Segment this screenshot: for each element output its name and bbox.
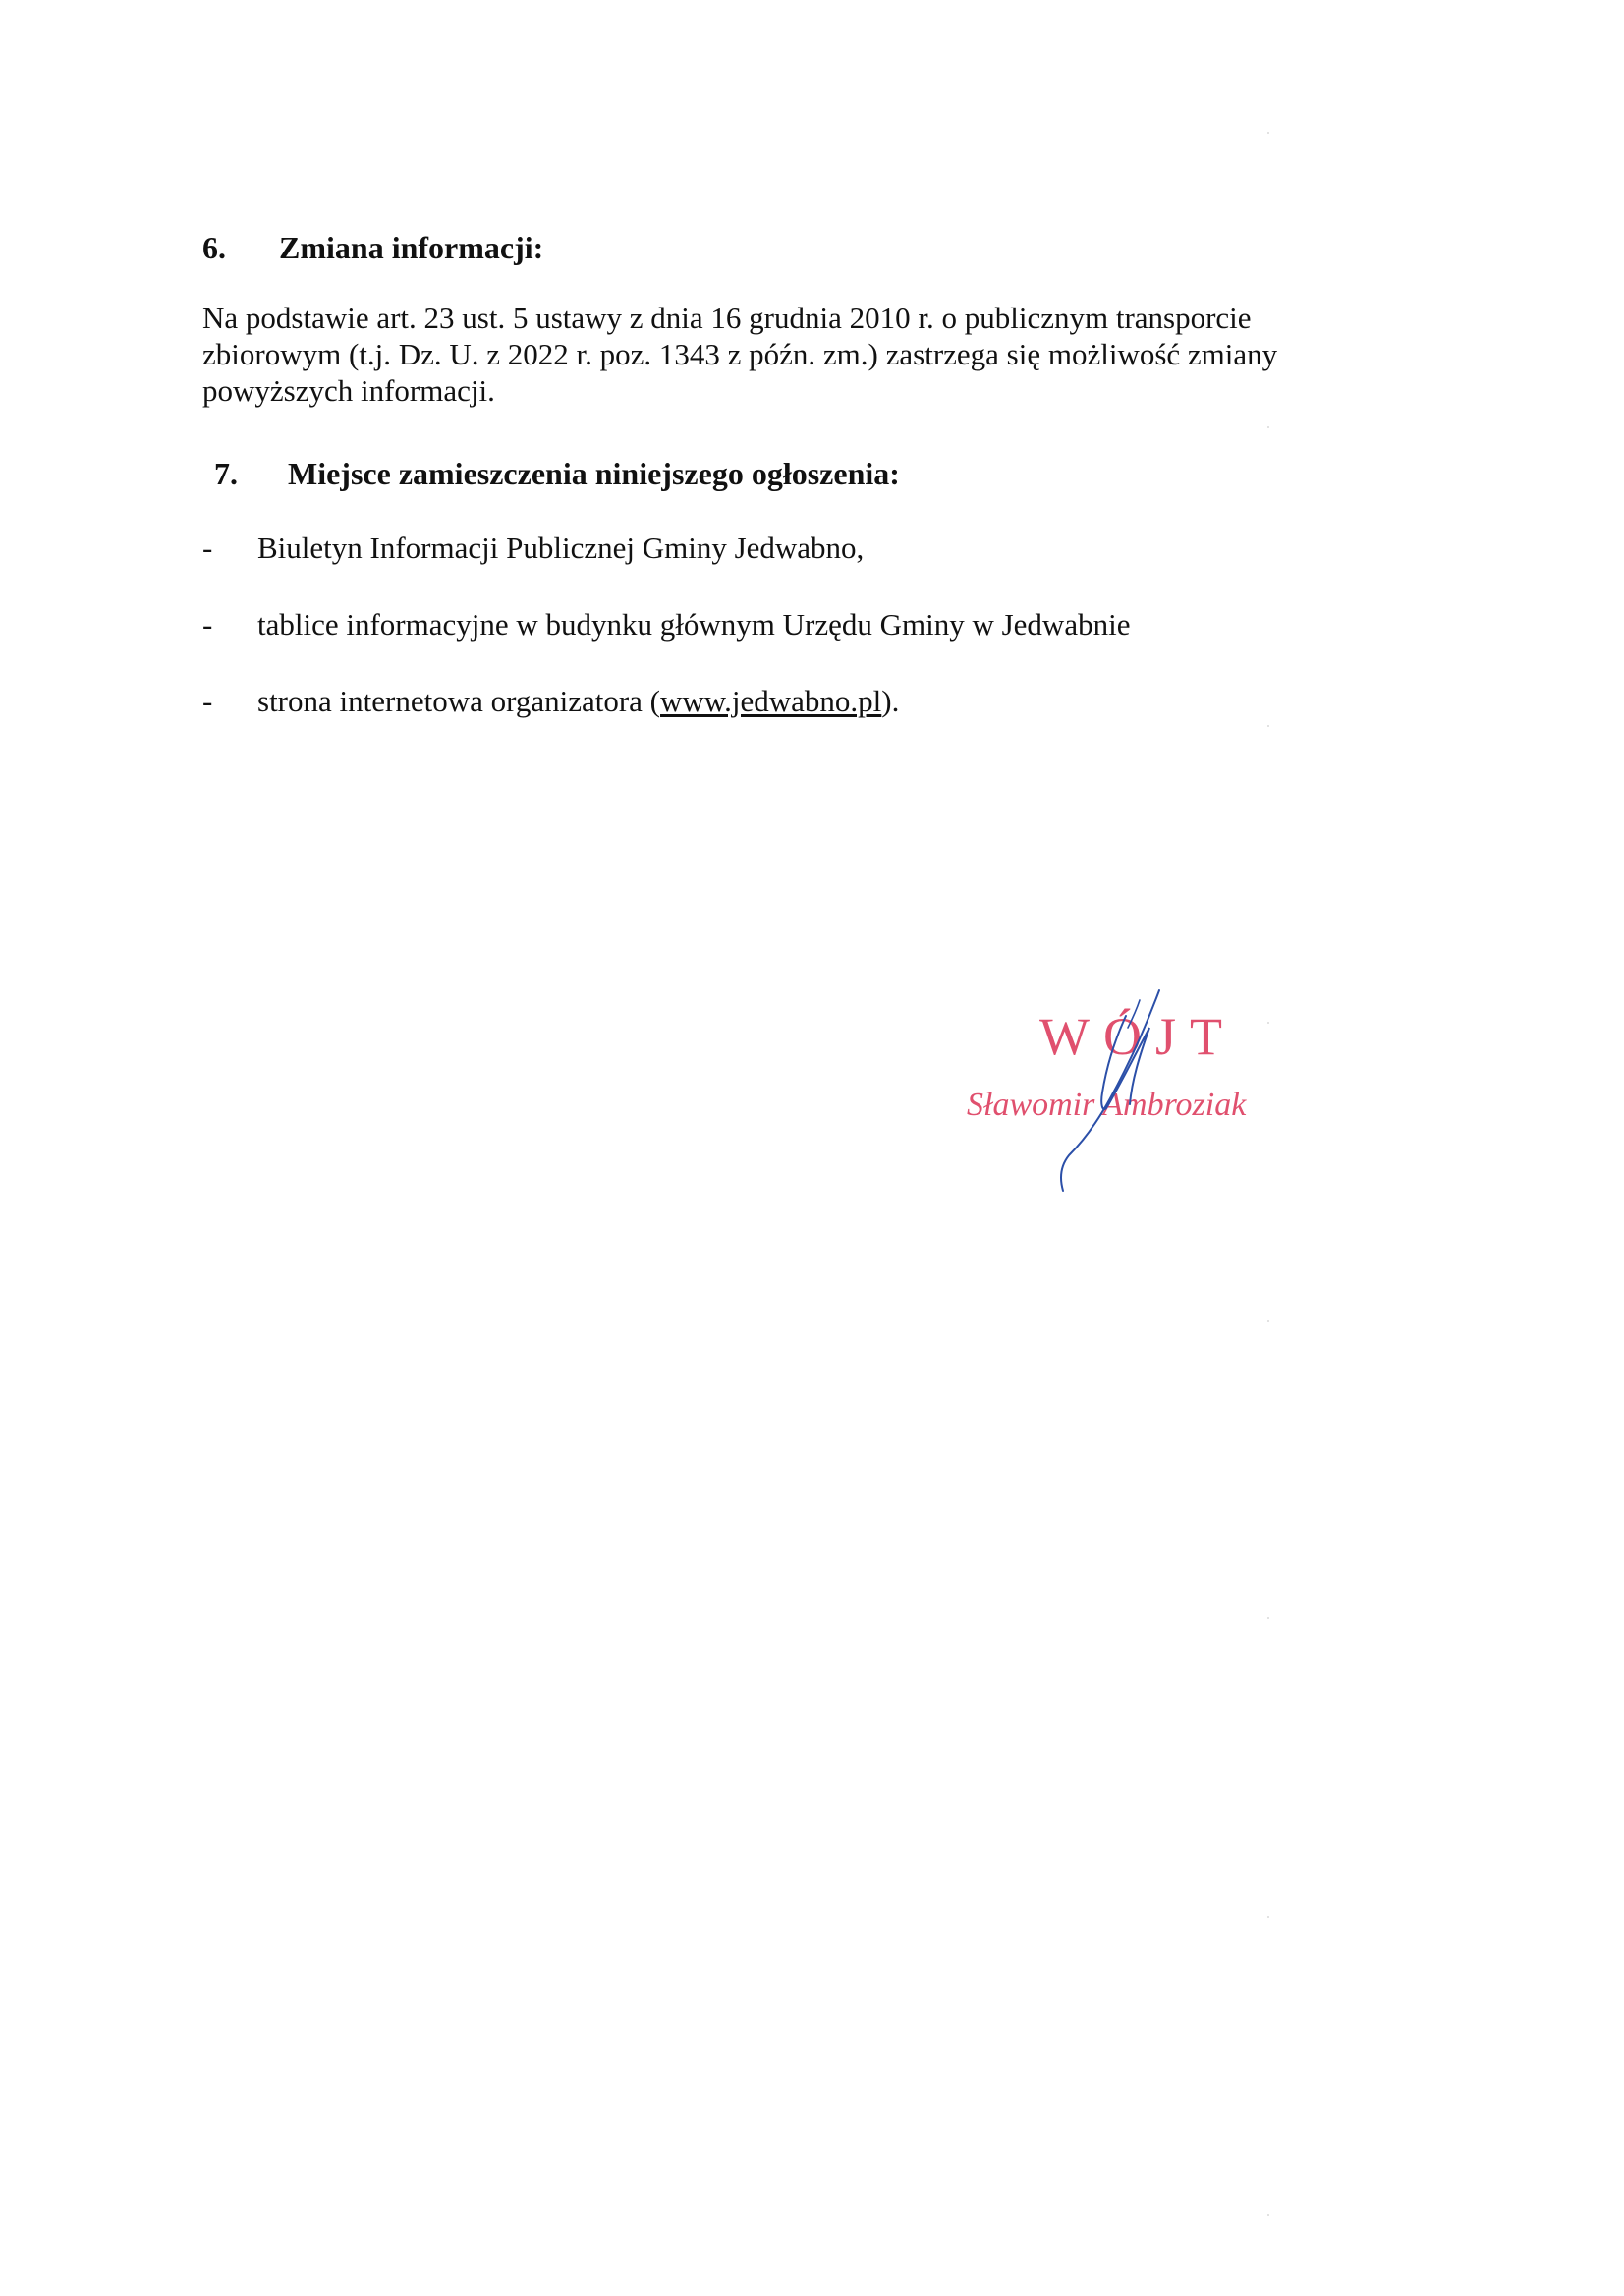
list-item-text xyxy=(257,684,899,719)
signature-icon xyxy=(1041,982,1199,1199)
list-item xyxy=(202,531,1381,570)
list-item-suffix: ). xyxy=(881,684,900,718)
paragraph-line: powyższych informacji. xyxy=(202,373,495,408)
list-item xyxy=(202,684,1381,723)
website-link[interactable]: www.jedwabno.pl xyxy=(660,684,882,718)
stamp-title: WÓJT xyxy=(1039,1007,1236,1066)
section-7-number: 7. xyxy=(214,456,238,491)
scan-speck xyxy=(1267,132,1269,134)
list-dash: - xyxy=(202,607,213,642)
paragraph-line: zbiorowym (t.j. Dz. U. z 2022 r. poz. 1343 z późn. zm.) zastrzega się możliwość zmiany xyxy=(202,337,1278,371)
list-dash: - xyxy=(202,531,213,565)
scan-speck xyxy=(1267,1617,1269,1619)
section-7-heading xyxy=(214,456,900,491)
scan-speck xyxy=(1267,1022,1269,1024)
paragraph-line: Na podstawie art. 23 ust. 5 ustawy z dnia 16 grudnia 2010 r. o publicznym transporcie xyxy=(202,301,1252,335)
section-6-title: Zmiana informacji: xyxy=(279,230,544,265)
section-6-paragraph xyxy=(202,300,1277,409)
section-6-number: 6. xyxy=(202,230,226,265)
list-item-text: tablice informacyjne w budynku głównym Urzędu Gminy w Jedwabnie xyxy=(257,607,1131,642)
stamp-name: Sławomir Ambroziak xyxy=(967,1087,1247,1123)
scan-speck xyxy=(1267,1320,1269,1322)
scan-speck xyxy=(1267,1916,1269,1918)
section-7-title: Miejsce zamieszczenia niniejszego ogłoszenia: xyxy=(288,456,900,491)
scan-speck xyxy=(1267,2214,1269,2216)
scan-speck xyxy=(1267,426,1269,428)
list-item-text: Biuletyn Informacji Publicznej Gminy Jedwabno, xyxy=(257,531,865,565)
scan-speck xyxy=(1267,725,1269,727)
list-item-prefix: strona internetowa organizatora ( xyxy=(257,684,661,718)
section-6-heading xyxy=(202,230,543,265)
list-dash: - xyxy=(202,684,213,718)
list-item xyxy=(202,607,1381,646)
